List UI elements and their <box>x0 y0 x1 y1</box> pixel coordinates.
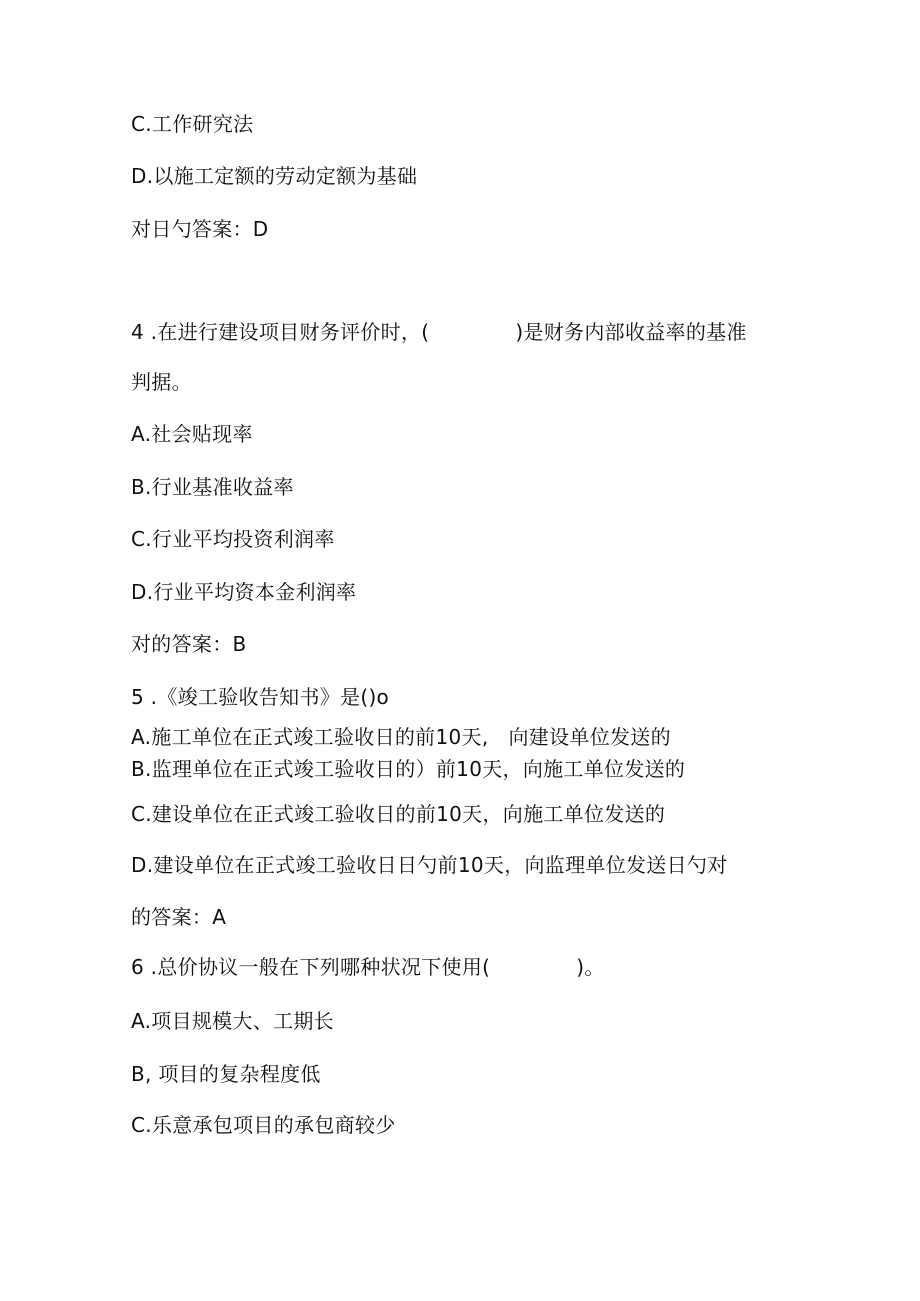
question-6-option-c: C.乐意承包项目的承包商较少 <box>131 1113 396 1137</box>
question-4-text-start: 4 .在进行建设项目财务评价时，( <box>131 320 430 344</box>
question-4-line <box>131 318 747 346</box>
question-5-line: 5 .《竣工验收告知书》是()o <box>131 685 390 709</box>
question-5-option-d: D.建设单位在正式竣工验收日日勺前10天，向监理单位发送日勺对 <box>131 853 728 877</box>
question-5-option-a <box>131 723 671 751</box>
question-5-option-c: C.建设单位在正式竣工验收日的前10天，向施工单位发送的 <box>131 802 666 826</box>
question-6-text-start: 6 .总价协议一般在下列哪种状况下使用( <box>131 955 491 979</box>
question-6-line <box>131 953 605 981</box>
question-4-option-c: C.行业平均投资利润率 <box>131 527 335 551</box>
question-4-option-b: B.行业基准收益率 <box>131 475 294 499</box>
question-6-option-a: A.项目规模大、工期长 <box>131 1009 334 1033</box>
question-6-option-b: B, 项目的复杂程度低 <box>131 1062 321 1086</box>
question-4-continuation: 判据。 <box>131 370 192 394</box>
question-5-answer: 的答案：A <box>131 905 227 929</box>
option-d-line: D.以施工定额的劳动定额为基础 <box>131 164 418 188</box>
question-5-option-a-start: A.施工单位在正式竣工验收日的前10天, <box>131 725 489 749</box>
question-4-option-a: A.社会贴现率 <box>131 422 253 446</box>
question-6-text-end: )。 <box>576 955 605 979</box>
option-c-line: C.工作研究法 <box>131 112 254 136</box>
question-5-option-b: B.监理单位在正式竣工验收日的）前10天，向施工单位发送的 <box>131 757 686 781</box>
question-4-answer: 对的答案：B <box>131 632 247 656</box>
question-5-option-a-end: 向建设单位发送的 <box>508 725 671 749</box>
question-4-text-end: )是财务内部收益率的基准 <box>515 320 747 344</box>
answer-line: 对日勺答案：D <box>131 217 269 241</box>
question-4-option-d: D.行业平均资本金利润率 <box>131 580 357 604</box>
